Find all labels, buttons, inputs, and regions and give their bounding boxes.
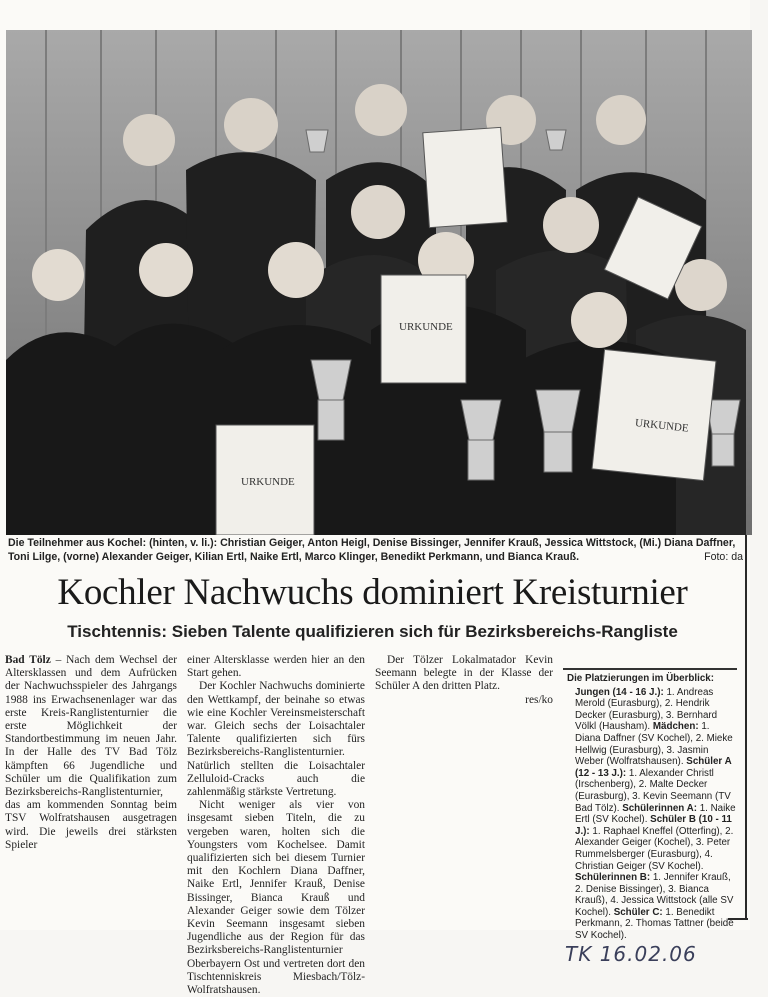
date-stamp: TK 16.02.06 <box>565 942 697 966</box>
results-box <box>563 668 737 942</box>
headline: Kochler Nachwuchs dominiert Kreisturnier <box>57 572 688 613</box>
results-title: Die Platzierungen im Überblick: <box>567 673 714 684</box>
article-column-2 <box>187 654 365 997</box>
certificate-label: URKUNDE <box>399 321 453 333</box>
article-paragraph: Nicht weniger als vier von insgesamt sieben Titeln, die zu vergeben waren, holten sich die Youngsters vom Kochelsee. Damit qualifizierten sich bei diesem Turnier mit den Kochlern Diana Daffner, Naike Ertl, Jennifer Krauß, Denise Bissinger, Bianca Krauß und Alexander Geiger sowie dem Tölzer Kevin Seemann insgesamt sieben Jugendliche aus der Region für das Bezirksbereichs-Ranglistenturnier Oberbayern Ost und vertreten dort den Tischtenniskreis Miesbach/Tölz-Wolfratshausen. <box>187 799 365 997</box>
results-list: Jungen (14 - 16 J.): 1. Andreas Merold (Eurasburg), 2. Hendrik Decker (Eurasburg), 3. Bernhard Völkl (Hausham). Mädchen: 1. Diana Daffner (SV Kochel), 2. Mieke Hellwig (Eurasburg), 3. Jasmin Weber (Wolfratshausen). Schüler A (12 - 13 J.): 1. Alexander Christl (Irschenberg), 2. Malte Decker (Eurasburg), 3. Kevin Seemann (TV Bad Tölz). Schülerinnen A: 1. Naike Ertl (SV Kochel). Schüler B (10 - 11 J.): 1. Raphael Kneffel (Otterfing), 2. Alexander Geiger (Kochel), 3. Peter Rummelsberger (Eurasburg), 4. Christian Geiger (SV Kochel). Schülerinnen B: 1. Jennifer Krauß, 2. Denise Bissinger), 3. Bianca Krauß), 4. Jessica Wittstock (alle SV Kochel). Schüler C: 1. Benedikt Perkmann, 2. Thomas Tattner (beide SV Kochel). <box>575 686 736 942</box>
author-signature: res/ko <box>525 693 553 706</box>
team-photo <box>6 30 752 535</box>
photo-caption <box>8 537 743 564</box>
article-paragraph: einer Altersklasse werden hier an den Start gehen. <box>187 654 365 680</box>
article-column-3 <box>375 654 553 707</box>
photo-credit: Foto: da <box>704 550 743 563</box>
article-paragraph: Der Tölzer Lokalmatador Kevin Seemann belegte in der Klasse der Schüler A den dritten Platz. <box>375 654 553 693</box>
article-paragraph: Bad Tölz – Nach dem Wechsel der Altersklassen und dem Aufrücken der Nachwuchsspieler des Jahrgangs 1988 ins Erwachsenenlager war das erste Kreis-Ranglistenturnier die erste Möglichkeit der Standortbestimmung im neuen Jahr. In der Halle des TV Bad Tölz kämpften 66 Jugendliche und Schüler um die Qualifikation zum Bezirksbereichs-Ranglistenturnier, das am kommenden Sonntag beim TSV Wolfratshausen ausgetragen wird. Die jeweils drei stärksten Spieler <box>5 654 177 851</box>
subheadline: Tischtennis: Sieben Talente qualifizieren sich für Bezirksbereichs-Rangliste <box>67 622 678 641</box>
group-photo-icon <box>6 30 752 535</box>
article-column-1 <box>5 654 177 852</box>
article-paragraph: Der Kochler Nachwuchs dominierte den Wettkampf, der beinahe so etwas wie eine Kochler Vereinsmeisterschaft war. Gleich sechs der Loisachtaler Talente qualifizierten sich fürs Bezirksbereichs-Ranglistenturnier. Natürlich stellten die Loisachtaler Zelluloid-Cracks auch die zahlenmäßig stärkste Vertretung. <box>187 680 365 799</box>
certificate-label: URKUNDE <box>241 476 295 488</box>
certificate-label: URKUNDE <box>634 417 690 435</box>
dateline: Bad Tölz <box>5 654 51 666</box>
caption-text: Die Teilnehmer aus Kochel: (hinten, v. li.): Christian Geiger, Anton Heigl, Denise Bissinger, Jennifer Krauß, Jessica Wittstock, (Mi.) Diana Daffner, Toni Lilge, (vorne) Alexander Geiger, Kilian Ertl, Naike Ertl, Marco Klinger, Benedikt Perkmann, und Bianca Krauß. <box>8 537 736 563</box>
